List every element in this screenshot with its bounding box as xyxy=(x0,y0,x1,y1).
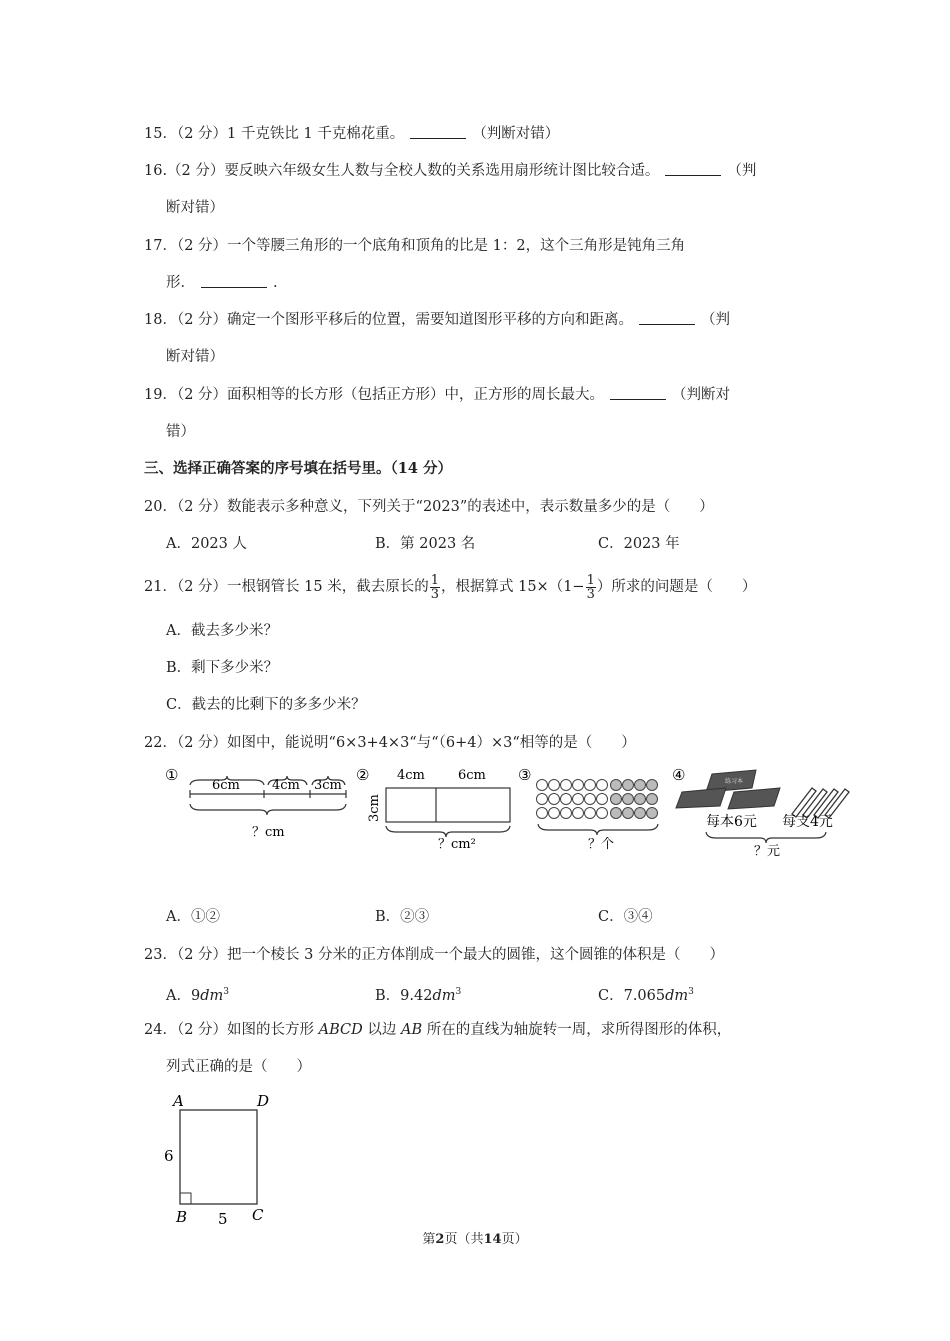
question-tail: （判 xyxy=(701,312,731,328)
option-a[interactable] xyxy=(166,982,229,1006)
question-16-cont: 断对错） xyxy=(166,200,224,216)
side-width: 5 xyxy=(218,1210,228,1228)
fraction xyxy=(586,574,596,601)
vertex-c: C xyxy=(252,1206,264,1224)
fraction-numerator: 1 xyxy=(430,572,439,588)
page-footer xyxy=(0,1228,950,1247)
question-tail: （判断对错） xyxy=(472,126,560,142)
option-b[interactable]: B．剩下多少米？ xyxy=(166,660,279,676)
option-a[interactable]: A．截去多少米？ xyxy=(166,623,278,639)
option-unit: dm xyxy=(200,987,224,1004)
option-c[interactable] xyxy=(598,982,694,1006)
right-angle-mark xyxy=(180,1193,191,1204)
label-book-price: 每本6元 xyxy=(706,814,757,830)
var-ab: AB xyxy=(401,1022,423,1038)
rectangle-abcd xyxy=(180,1110,257,1204)
option-c[interactable]: C．2023 年 xyxy=(598,536,680,552)
question-19-cont: 错） xyxy=(166,424,195,440)
option-exponent: 3 xyxy=(455,987,462,997)
option-unit: dm xyxy=(665,987,689,1004)
answer-blank[interactable] xyxy=(201,273,267,288)
option-exponent: 3 xyxy=(223,987,229,997)
answer-blank[interactable] xyxy=(410,124,466,139)
question-text: 21．（2 分）一根钢管长 15 米，截去原长的 xyxy=(144,579,429,595)
section-3-heading: 三、选择正确答案的序号填在括号里。（14 分） xyxy=(144,460,452,477)
footer-text: 页） xyxy=(501,1232,528,1247)
vertex-d: D xyxy=(257,1092,270,1110)
figure-2-rectangle xyxy=(386,788,510,837)
question-tail: （判 xyxy=(727,163,757,179)
figure-3-circles xyxy=(537,780,659,836)
label-total-cost: ？元 xyxy=(754,844,781,859)
question-text: 形． xyxy=(166,275,195,291)
label-3cm-side: 3cm xyxy=(367,794,382,822)
question-19 xyxy=(144,385,730,405)
fraction-denominator: 3 xyxy=(586,586,595,602)
question-text: 18．（2 分）确定一个图形平移后的位置，需要知道图形平移的方向和距离。 xyxy=(144,312,634,328)
fraction-denominator: 3 xyxy=(430,586,439,602)
question-24 xyxy=(144,1020,731,1040)
option-unit: dm xyxy=(432,987,456,1004)
question-18 xyxy=(144,310,730,330)
option-a[interactable]: A．①② xyxy=(166,909,220,925)
total-pages: 14 xyxy=(483,1232,502,1247)
option-label: B．9.42 xyxy=(375,987,433,1004)
option-b[interactable]: B．第 2023 名 xyxy=(375,536,476,552)
option-label: C．7.065 xyxy=(598,987,666,1004)
question-text: 所在的直线为轴旋转一周，求所得图形的体积， xyxy=(422,1022,732,1038)
option-a[interactable]: A．2023 人 xyxy=(166,536,247,552)
question-17: 17．（2 分）一个等腰三角形的一个底角和顶角的比是 1：2，这个三角形是钝角三角 xyxy=(144,238,686,254)
figure-4-brace xyxy=(706,832,826,843)
option-label: A．9 xyxy=(166,987,201,1004)
figure-4-number: ④ xyxy=(672,766,686,784)
question-text: 19．（2 分）面积相等的长方形（包括正方形）中，正方形的周长最大。 xyxy=(144,387,605,403)
label-count: ？个 xyxy=(588,837,615,852)
option-c[interactable]: C．③④ xyxy=(598,909,653,925)
question-15 xyxy=(144,124,559,144)
question-text: ，根据算式 15×（1− xyxy=(440,579,585,595)
question-17-cont xyxy=(166,273,278,293)
vertex-a: A xyxy=(173,1092,184,1110)
question-18-cont: 断对错） xyxy=(166,349,224,365)
question-text: ）所求的问题是（ ） xyxy=(596,579,757,595)
figure-3-number: ③ xyxy=(518,766,532,784)
book-label: 练习本 xyxy=(725,778,744,785)
var-abcd: ABCD xyxy=(318,1022,363,1038)
footer-text: 第 xyxy=(422,1232,436,1247)
answer-blank[interactable] xyxy=(639,310,695,325)
fraction xyxy=(430,574,440,601)
option-b[interactable]: B．②③ xyxy=(375,909,430,925)
label-4cm: 4cm xyxy=(272,778,300,793)
question-tail: （判断对 xyxy=(672,387,731,403)
question-20: 20．（2 分）数能表示多种意义，下列关于“2023”的表述中，表示数量多少的是（ ） xyxy=(144,499,714,515)
question-text: 15．（2 分）1 千克铁比 1 千克棉花重。 xyxy=(144,126,405,142)
figure-1-number: ① xyxy=(165,766,179,784)
question-24-figure xyxy=(160,1088,280,1228)
fraction-numerator: 1 xyxy=(586,572,595,588)
footer-text: 页（共 xyxy=(444,1232,484,1247)
option-c[interactable]: C．截去的比剩下的多多少米？ xyxy=(166,697,366,713)
question-tail: . xyxy=(273,275,278,291)
question-21 xyxy=(144,572,756,602)
question-text: 16.（2 分）要反映六年级女生人数与全校人数的关系选用扇形统计图比较合适。 xyxy=(144,163,660,179)
option-exponent: 3 xyxy=(688,987,694,997)
side-height: 6 xyxy=(164,1147,174,1165)
label-area: ？cm² xyxy=(438,837,476,852)
page-number: 2 xyxy=(435,1232,445,1247)
label-4cm: 4cm xyxy=(397,768,425,783)
question-23: 23．（2 分）把一个棱长 3 分米的正方体削成一个最大的圆锥，这个圆锥的体积是（ ） xyxy=(144,947,724,963)
question-24-cont: 列式正确的是（ ） xyxy=(166,1059,311,1075)
question-text: 以边 xyxy=(362,1022,401,1038)
answer-blank[interactable] xyxy=(610,385,666,400)
book-icon xyxy=(676,770,780,809)
question-16 xyxy=(144,161,756,181)
question-22-figure xyxy=(160,760,850,870)
label-pen-price: 每支4元 xyxy=(782,814,833,830)
option-b[interactable] xyxy=(375,982,461,1006)
label-total: ？cm xyxy=(252,825,285,840)
figure-2-number: ② xyxy=(356,766,370,784)
answer-blank[interactable] xyxy=(665,161,721,176)
label-6cm: 6cm xyxy=(212,778,240,793)
vertex-b: B xyxy=(176,1208,188,1226)
label-3cm: 3cm xyxy=(314,778,342,793)
label-6cm: 6cm xyxy=(458,768,486,783)
question-22: 22．（2 分）如图中，能说明“6×3+4×3“与“（6+4）×3“相等的是（ ） xyxy=(144,735,636,751)
question-text: 24．（2 分）如图的长方形 xyxy=(144,1022,319,1038)
